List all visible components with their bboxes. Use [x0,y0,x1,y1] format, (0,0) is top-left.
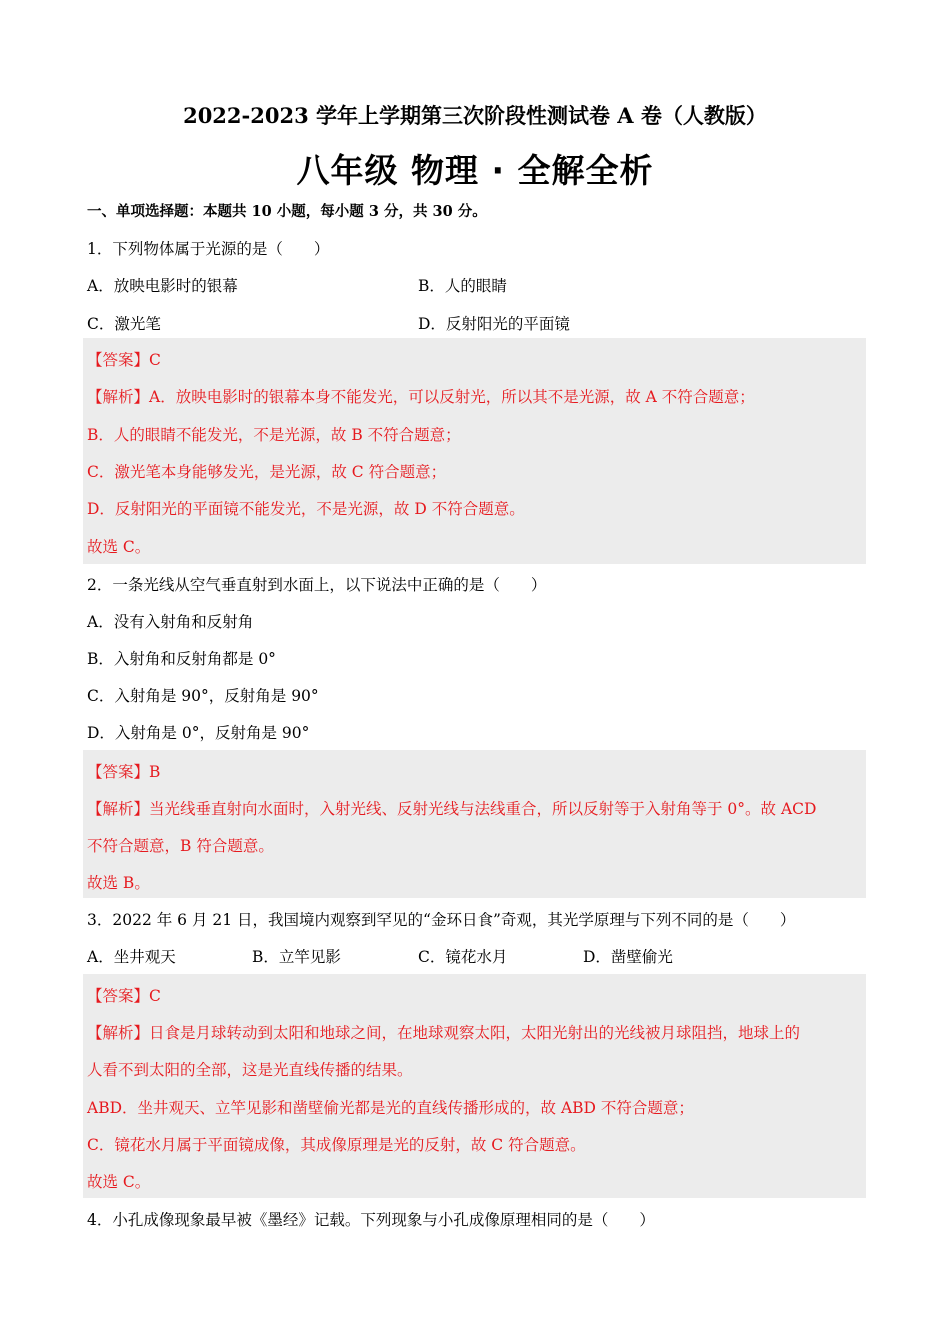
question-1-answer-box [83,338,866,564]
question-3-stem: 3．2022 年 6 月 21 日，我国境内观察到罕见的“金环日食”奇观，其光学原理与下列不同的是（ ） [87,911,796,929]
exam-subtitle: 八年级 物理 · 全解全析 [296,151,654,190]
question-2-answer-box [83,750,866,898]
question-3-analysis-line: ABD．坐井观天、立竿见影和凿壁偷光都是光的直线传播形成的，故 ABD 不符合题意； [87,1099,694,1117]
question-1-analysis-line: 【解析】A．放映电影时的银幕本身不能发光，可以反射光，所以其不是光源，故 A 不符合题意； [87,388,755,406]
question-3-option-a: A．坐井观天 [87,948,176,966]
question-1-analysis-line: 故选 C。 [87,538,151,556]
question-2-option-c: C．入射角是 90°，反射角是 90° [87,687,319,705]
section-heading: 一、单项选择题：本题共 10 小题，每小题 3 分，共 30 分。 [87,203,487,220]
question-2-analysis-line: 不符合题意，B 符合题意。 [87,837,274,855]
question-3-option-b: B．立竿见影 [252,948,341,966]
question-2-analysis-line: 【解析】当光线垂直射向水面时，入射光线、反射光线与法线重合，所以反射等于入射角等于 0°。故 ACD [87,800,817,818]
question-3-analysis-line: C．镜花水月属于平面镜成像，其成像原理是光的反射，故 C 符合题意。 [87,1136,586,1154]
question-3-option-d: D．凿壁偷光 [583,948,673,966]
question-2-option-a: A．没有入射角和反射角 [87,613,254,631]
question-4-stem: 4．小孔成像现象最早被《墨经》记载。下列现象与小孔成像原理相同的是（ ） [87,1211,655,1229]
question-2-answer: 【答案】B [87,763,161,781]
question-1-analysis-line: C．激光笔本身能够发光，是光源，故 C 符合题意； [87,463,447,481]
question-3-answer: 【答案】C [87,987,161,1005]
question-3-answer-box [83,974,866,1198]
question-2-stem: 2．一条光线从空气垂直射到水面上，以下说法中正确的是（ ） [87,576,547,594]
question-3-option-c: C．镜花水月 [418,948,508,966]
question-1-option-a: A．放映电影时的银幕 [87,277,238,295]
question-1-option-c: C．激光笔 [87,315,161,333]
question-1-option-d: D．反射阳光的平面镜 [418,315,570,333]
question-1-analysis-line: D．反射阳光的平面镜不能发光，不是光源，故 D 不符合题意。 [87,500,525,518]
exam-title: 2022-2023 学年上学期第三次阶段性测试卷 A 卷（人教版） [183,103,767,128]
question-2-analysis-line: 故选 B。 [87,874,150,892]
question-3-analysis-line: 人看不到太阳的全部，这是光直线传播的结果。 [87,1061,413,1079]
question-1-analysis-line: B．人的眼睛不能发光，不是光源，故 B 不符合题意； [87,426,461,444]
question-2-option-b: B．入射角和反射角都是 0° [87,650,276,668]
question-1-option-b: B．人的眼睛 [418,277,507,295]
question-2-option-d: D．入射角是 0°，反射角是 90° [87,724,310,742]
question-1-answer: 【答案】C [87,351,161,369]
question-3-analysis-line: 故选 C。 [87,1173,151,1191]
question-3-analysis-line: 【解析】日食是月球转动到太阳和地球之间，在地球观察太阳，太阳光射出的光线被月球阻挡，地球上的 [87,1024,801,1042]
question-1-stem: 1．下列物体属于光源的是（ ） [87,240,330,258]
